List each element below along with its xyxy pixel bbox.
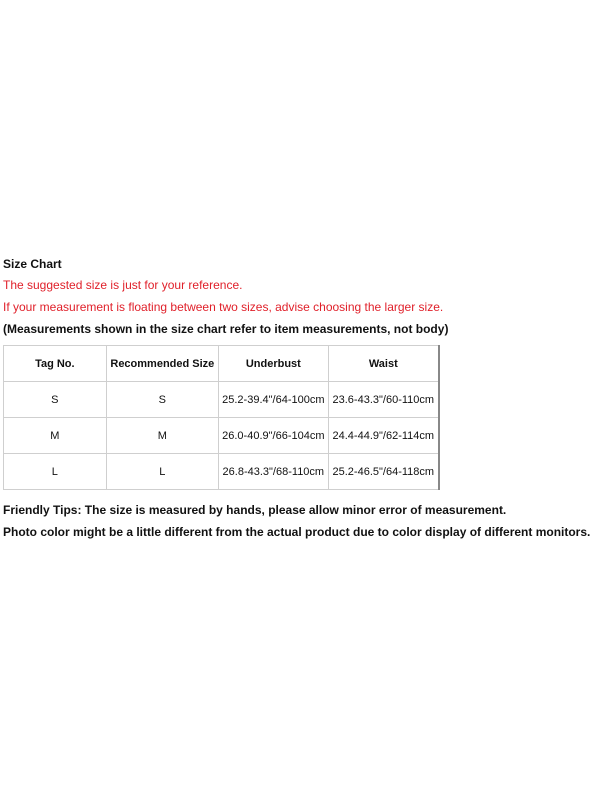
table-header-row [4, 346, 440, 382]
cell-recommended-size: L [106, 454, 218, 490]
cell-underbust: 26.0-40.9"/66-104cm [219, 418, 329, 454]
size-chart-title: Size Chart [3, 257, 62, 271]
cell-underbust: 26.8-43.3"/68-110cm [219, 454, 329, 490]
cell-underbust: 25.2-39.4"/64-100cm [219, 382, 329, 418]
friendly-tips: Friendly Tips: The size is measured by hands, please allow minor error of measurement. [3, 503, 507, 517]
cell-waist: 23.6-43.3"/60-110cm [328, 382, 439, 418]
header-underbust: Underbust [219, 346, 329, 382]
photo-color-note: Photo color might be a little different from the actual product due to color display of different monitors. [3, 525, 591, 539]
size-table [3, 345, 440, 490]
header-tag-no: Tag No. [4, 346, 107, 382]
cell-tag-no: L [4, 454, 107, 490]
table-row [4, 454, 440, 490]
cell-tag-no: S [4, 382, 107, 418]
cell-tag-no: M [4, 418, 107, 454]
reference-note: The suggested size is just for your reference. [3, 278, 243, 292]
cell-waist: 24.4-44.9"/62-114cm [328, 418, 439, 454]
cell-waist: 25.2-46.5"/64-118cm [328, 454, 439, 490]
table-row [4, 418, 440, 454]
cell-recommended-size: M [106, 418, 218, 454]
table-row [4, 382, 440, 418]
header-recommended-size: Recommended Size [106, 346, 218, 382]
size-chart-section [3, 256, 597, 540]
measurements-note: (Measurements shown in the size chart refer to item measurements, not body) [3, 322, 449, 336]
header-waist: Waist [328, 346, 439, 382]
cell-recommended-size: S [106, 382, 218, 418]
floating-size-note: If your measurement is floating between two sizes, advise choosing the larger size. [3, 300, 444, 314]
